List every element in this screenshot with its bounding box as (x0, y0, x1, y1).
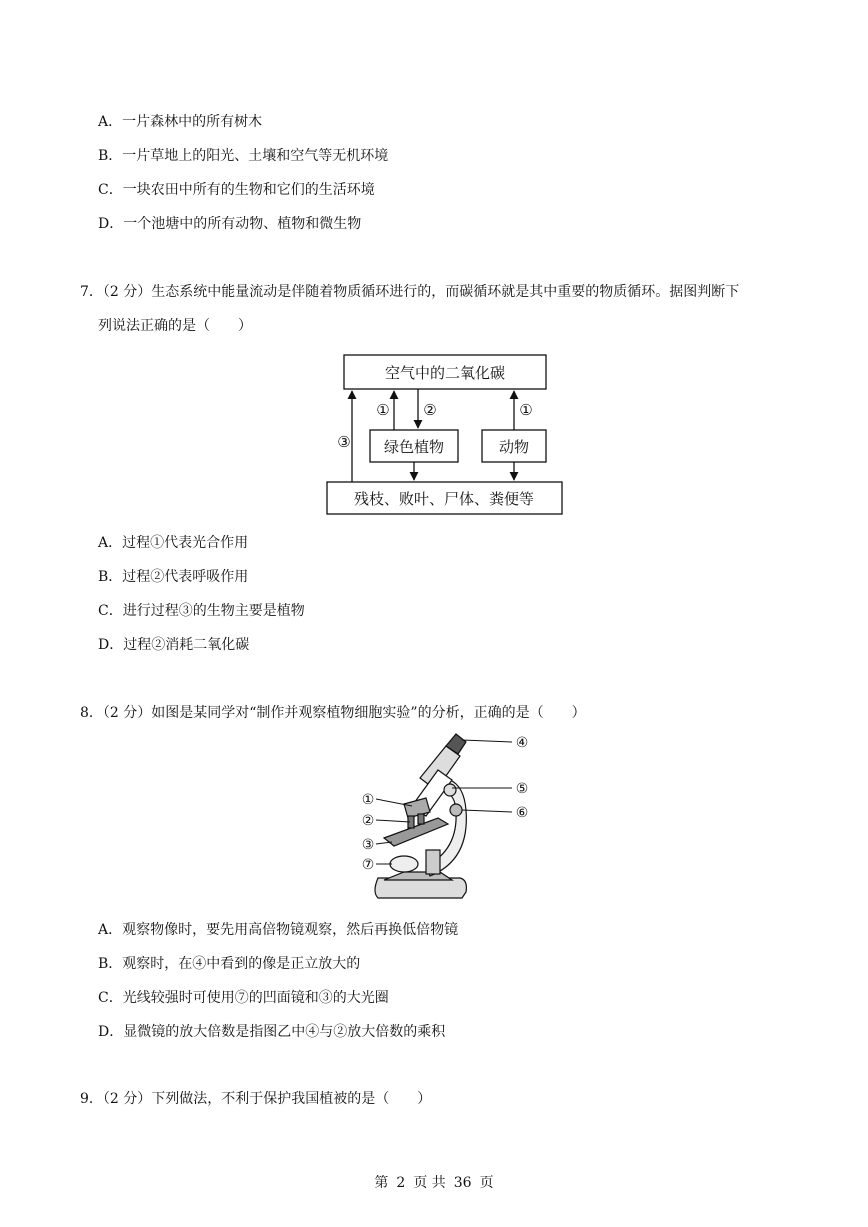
q6-option-c: C．一块农田中所有的生物和它们的生活环境 (98, 182, 375, 198)
microscope-pillar (426, 850, 440, 874)
q8-option-a: A．观察物像时，要先用高倍物镜观察，然后再换低倍物镜 (98, 922, 459, 938)
label-2: ② (361, 813, 375, 829)
q8-option-b: B．观察时，在④中看到的像是正立放大的 (98, 956, 361, 972)
q9-stem: 9．（2 分）下列做法，不利于保护我国植被的是（ ） (80, 1091, 432, 1107)
air-co2-label: 空气中的二氧化碳 (384, 364, 506, 382)
microscope-foot (384, 872, 452, 880)
q6-option-d: D．一个池塘中的所有动物、植物和微生物 (98, 216, 362, 232)
animal-label: 动物 (498, 438, 530, 456)
label-6: ⑥ (515, 805, 529, 821)
leader-2 (376, 820, 410, 822)
microscope-base (375, 878, 466, 898)
green-plant-label: 绿色植物 (383, 438, 445, 456)
page-footer (0, 1172, 868, 1192)
label-4: ④ (515, 735, 529, 751)
marker-1-animal: ① (519, 401, 533, 419)
residue-label: 残枝、败叶、尸体、粪便等 (353, 490, 535, 508)
footer-total: 36 (453, 1175, 472, 1191)
microscope-mirror (390, 856, 418, 872)
microscope-diagram (375, 734, 466, 898)
q6-option-b: B．一片草地上的阳光、土壤和空气等无机环境 (98, 148, 389, 164)
q7-option-b: B．过程②代表呼吸作用 (98, 569, 249, 585)
marker-3: ③ (337, 433, 351, 451)
marker-2: ② (423, 401, 437, 419)
q7-option-d: D．过程②消耗二氧化碳 (98, 637, 250, 653)
q6-option-a: A．一片森林中的所有树木 (98, 114, 263, 130)
q8-option-c: C．光线较强时可使用⑦的凹面镜和③的大光圈 (98, 990, 389, 1006)
coarse-focus-knob (444, 784, 456, 796)
label-1: ① (361, 792, 375, 808)
leader-4 (462, 740, 512, 742)
microscope-stage (384, 818, 448, 846)
q7-option-a: A．过程①代表光合作用 (98, 535, 249, 551)
footer-mid: 页 共 (413, 1175, 446, 1191)
leader-6 (462, 810, 512, 812)
q7-option-c: C．进行过程③的生物主要是植物 (98, 603, 305, 619)
footer-page: 2 (396, 1175, 406, 1191)
label-7: ⑦ (361, 857, 375, 873)
q8-option-d: D．显微镜的放大倍数是指图乙中④与②放大倍数的乘积 (98, 1024, 446, 1040)
footer-suffix: 页 (479, 1175, 494, 1191)
q7-stem-line2: 列说法正确的是（ ） (98, 318, 252, 334)
label-5: ⑤ (515, 781, 529, 797)
label-3: ③ (361, 837, 375, 853)
q7-stem-line1: 7．（2 分）生态系统中能量流动是伴随着物质循环进行的，而碳循环就是其中重要的物质循环。据图判断下 (80, 284, 740, 300)
marker-1: ① (376, 401, 390, 419)
footer-prefix: 第 (374, 1175, 389, 1191)
microscope-objective-2 (418, 814, 424, 824)
leader-1 (376, 799, 412, 806)
q8-stem: 8．（2 分）如图是某同学对“制作并观察植物细胞实验”的分析，正确的是（ ） (80, 705, 586, 721)
fine-focus-knob (450, 804, 462, 816)
